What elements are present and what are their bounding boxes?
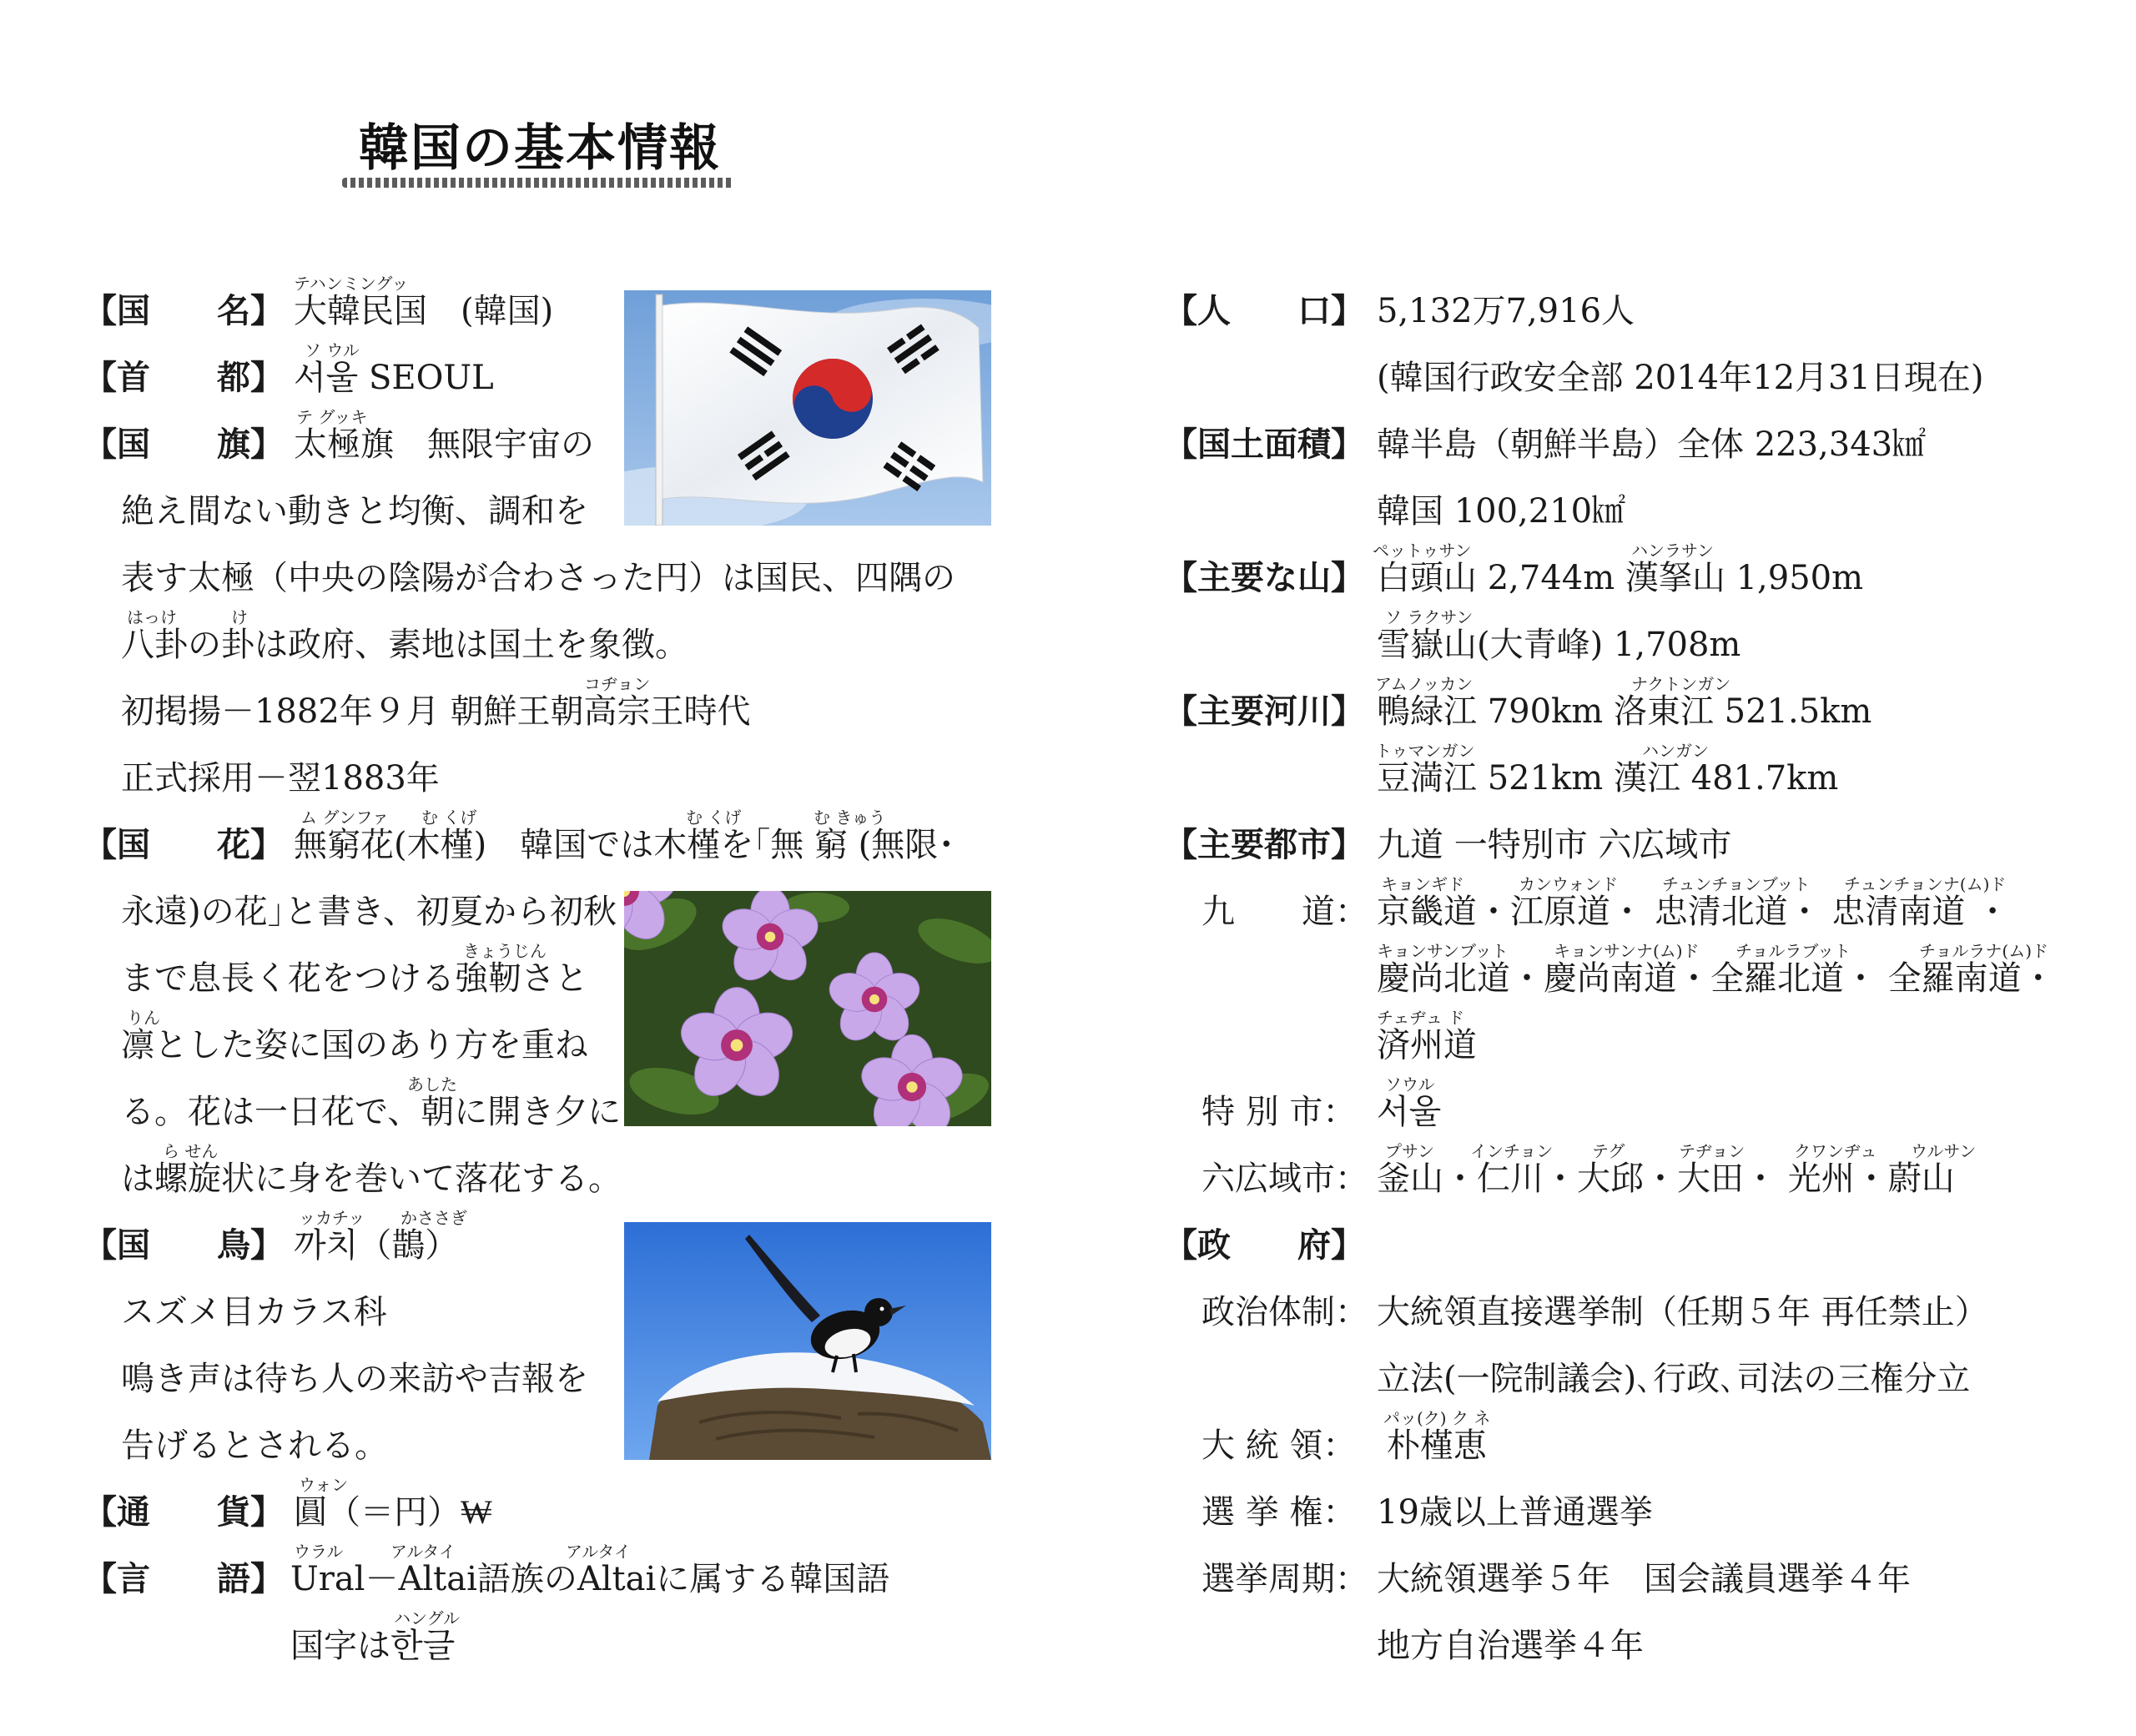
metro-ruby-5: クワンヂュ [1794,1141,1877,1161]
language-value: Ural－Altai語族のAltaiに属する韓国語 [290,1560,890,1598]
flag-text-4: 初掲揚－1882年９月 朝鮮王朝高宗王時代 [121,692,751,731]
cycle-value: 大統領選挙５年 国会議員選挙４年 [1377,1560,1911,1598]
metro-ruby-6: ウルサン [1911,1141,1977,1161]
flower-ruby-5: きょうじん [463,941,547,961]
flower-ruby-6: りん [127,1008,160,1028]
river-value-2: 豆満江 521km 漢江 481.7km [1377,759,1839,798]
prov-ruby-7: チョルラブット [1736,941,1851,961]
bird-value: 까치（鵲） [294,1226,459,1265]
flag-value: 太極旗 無限宇宙の [294,425,594,464]
capital-label: 【首 都】 [83,359,284,397]
flag-text-1: 絶え間ない動きと均衡、調和を [121,492,588,531]
bird-ruby-1: ッカチッ [299,1208,365,1228]
system-value: 大統領直接選挙制（任期５年 再任禁止） [1377,1293,1988,1331]
bird-text-1: スズメ目カラス科 [121,1293,387,1331]
flower-ruby-7: あした [407,1074,457,1094]
flag-text-2: 表す太極（中央の陰陽が合わさった円）は国民、四隅の [121,559,955,597]
bird-label: 【国 鳥】 [83,1226,284,1265]
magpie-image [624,1222,991,1460]
cities-value: 九道 一特別市 六広域市 [1377,826,1732,864]
language-ruby-3: アルタイ [566,1542,631,1562]
currency-value: 圓（＝円）₩ [294,1493,492,1532]
prov-ruby-1: キョンギド [1381,874,1464,894]
area-value-2: 韓国 100,210㎢ [1377,492,1626,531]
metro-value: 釜山・仁川・大邱・大田・ 光州・蔚山 [1377,1160,1955,1198]
flag-ruby: テ グッキ [296,407,368,427]
language-label: 【言 語】 [83,1560,284,1598]
gov-label: 【政 府】 [1164,1226,1364,1265]
bird-ruby-2: かささぎ [400,1208,467,1228]
currency-label: 【通 貨】 [83,1493,284,1532]
metro-ruby-4: テヂョン [1679,1141,1746,1161]
mountain-ruby-1: ペットゥサン [1373,541,1472,561]
language-text-2: 国字は한글 [290,1627,456,1665]
flower-ruby-8: ら せん [163,1141,219,1161]
special-ruby: ソウル [1385,1074,1435,1094]
president-ruby: パッ(ク) ク ネ [1383,1408,1491,1428]
cities-label: 【主要都市】 [1164,826,1364,864]
river-ruby-3: トゥマンガン [1375,741,1475,761]
flower-ruby-4: む きゅう [814,808,886,828]
metro-label: 六広域市： [1202,1160,1368,1198]
name-label: 【国 名】 [83,292,284,330]
flag-text-5: 正式採用－翌1883年 [121,759,440,798]
system-value-2: 立法(一院制議会)､行政､司法の三権分立 [1377,1360,1971,1398]
prov-ruby-6: キョンサンナ(ム)ド [1554,941,1700,961]
cycle-value-2: 地方自治選挙４年 [1377,1627,1644,1665]
river-ruby-2: ナクトンガン [1631,674,1731,694]
suffrage-value: 19歳以上普通選挙 [1377,1493,1653,1532]
mugunghwa-flower-image [624,891,991,1126]
flag-text-3: 八卦の卦は政府、素地は国土を象徴。 [121,626,688,664]
prov-ruby-2: カンウォンド [1519,874,1619,894]
mountain-value: 白頭山 2,744m 漢拏山 1,950m [1377,559,1864,597]
flag-ruby-4: コヂョン [584,674,651,694]
flower-label: 【国 花】 [83,826,284,864]
name-value: 大韓民国 (韓国) [294,292,554,330]
mountain-value-2: 雪嶽山(大青峰) 1,708m [1377,626,1741,664]
provinces-value-3: 済州道 [1377,1026,1477,1064]
metro-ruby-3: テグ [1592,1141,1625,1161]
language-ruby-1: ウラル [294,1542,344,1562]
suffrage-label: 選 挙 権： [1202,1493,1357,1532]
population-note: (韓国行政安全部 2014年12月31日現在) [1377,359,1984,397]
language-ruby-2: アルタイ [390,1542,456,1562]
bird-text-3: 告げるとされる。 [121,1427,388,1465]
metro-ruby-1: プサン [1385,1141,1434,1161]
population-label: 【人 口】 [1164,292,1364,330]
currency-ruby: ウォン [299,1475,349,1495]
language-ruby-4: ハングル [394,1608,460,1628]
flower-text-5: は螺旋状に身を巻いて落花する。 [121,1160,622,1198]
flag-ruby-2a: はっけ [127,607,177,627]
flag-ruby-2b: け [231,607,248,627]
capital-ruby: ソ ウル [305,340,360,360]
area-value: 韓半島（朝鮮半島）全体 223,343㎢ [1377,425,1927,464]
page-title: 韓国の基本情報 [359,119,721,178]
special-value: 서울 [1377,1093,1442,1131]
prov-ruby-9: チェヂュ ド [1377,1008,1465,1028]
provinces-label: 九 道： [1202,893,1368,931]
flower-ruby-3: む くげ [686,808,742,828]
mountain-ruby-2: ハンラサン [1631,541,1714,561]
provinces-value-2: 慶尚北道・慶尚南道・全羅北道・ 全羅南道・ [1377,959,2055,998]
mountain-label: 【主要な山】 [1164,559,1364,597]
prov-ruby-3: チュンチョンブット [1662,874,1811,894]
river-ruby-1: アムノッカン [1375,674,1474,694]
provinces-value-1: 京畿道・江原道・ 忠清北道・ 忠清南道 ・ [1377,893,2010,931]
flower-ruby-2: む くげ [421,808,477,828]
prov-ruby-4: チュンチョンナ(ム)ド [1844,874,2007,894]
population-value: 5,132万7,916人 [1377,292,1635,330]
name-ruby: テハンミングッ [294,274,409,294]
capital-value: 서울 SEOUL [294,359,494,397]
prov-ruby-8: チョルラナ(ム)ド [1919,941,2049,961]
bird-text-2: 鳴き声は待ち人の来訪や吉報を [121,1360,588,1398]
flower-text-2: まで息長く花をつける強靭さと [121,959,588,998]
river-ruby-4: ハンガン [1642,741,1709,761]
metro-ruby-2: インチョン [1470,1141,1554,1161]
prov-ruby-5: キョンサンブット [1377,941,1509,961]
special-label: 特 別 市： [1202,1093,1357,1131]
river-value: 鴨緑江 790km 洛東江 521.5km [1377,692,1872,731]
flag-label: 【国 旗】 [83,425,284,464]
president-value: 朴槿恵 [1387,1427,1487,1465]
flower-value: 無窮花(木槿) 韓国では木槿を｢無 窮 (無限･ [294,826,955,864]
mountain-ruby-3: ソ ラクサン [1385,607,1474,627]
korean-flag-image [624,290,991,526]
flower-text-1: 永遠)の花｣と書き、初夏から初秋 [121,893,617,931]
title-underline [342,178,734,188]
president-label: 大 統 領： [1202,1427,1357,1465]
flower-text-3: 凛とした姿に国のあり方を重ね [121,1026,588,1064]
flower-text-4: る。花は一日花で、朝に開き夕に [121,1093,622,1131]
cycle-label: 選挙周期： [1202,1560,1368,1598]
area-label: 【国土面積】 [1164,425,1364,464]
system-label: 政治体制： [1202,1293,1368,1331]
river-label: 【主要河川】 [1164,692,1364,731]
flower-ruby-1: ム グンファ [300,808,389,828]
